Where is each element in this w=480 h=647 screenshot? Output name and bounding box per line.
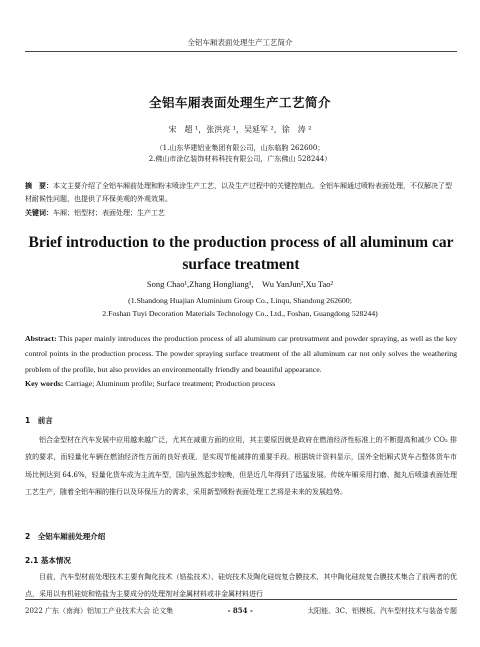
en-keywords-label: Key words:	[25, 379, 64, 388]
en-title: Brief introduction to the production process of all aluminum car surface treatment	[28, 234, 454, 273]
cn-authors: 宋 超 ¹，张洪亮 ¹，吴延军 ²，徐 涛 ²	[168, 125, 312, 134]
header-rule	[25, 51, 457, 52]
cn-affiliation-2: 2.佛山市涂亿装饰材料科技有限公司，广东佛山 528244）	[148, 155, 332, 163]
footer-proceedings: 2022 广东（南海）铝加工产业技术大会 论文集	[25, 607, 174, 615]
cn-title: 全铝车厢表面处理生产工艺简介	[148, 95, 331, 110]
page-number: - 854 -	[227, 606, 253, 615]
running-header: 全铝车厢表面处理生产工艺简介	[187, 38, 293, 47]
section-2-1-body	[25, 569, 457, 599]
section-1-body	[25, 432, 457, 501]
cn-keywords-text: 车厢；铝型材；表面处理；生产工艺	[53, 209, 165, 217]
section-1-paragraph: 铝合金型材在汽车发展中应用越来越广泛，尤其在减重方面的应用，其主要原因就是政府在燃油经济性标准上的不断提高和减少 CO₂ 排放的要求，而轻量化车辆在燃油经济性方面的良好表现，是实现节能减排的重要手段。根据统计资料显示，国外全铝厢式货车占整体货车市场比例达到 64.6%，轻量化货车成为主流车型，国内虽然起步较晚，但是近几年得到了迅猛发展。传统车厢采用打磨、抛丸后喷漆表面处理工艺生产，随着全铝车厢的推行以及环保压力的需求，采用新型喷粉表面处理工艺将是未来的发展趋势。	[25, 436, 457, 496]
en-keywords	[25, 379, 457, 388]
cn-affiliation-1: （1.山东华建铝业集团有限公司，山东临朐 262600；	[155, 144, 325, 152]
en-affiliation-1: (1.Shandong Huajian Aluminium Group Co., Linqu, Shandong 262600;	[128, 296, 352, 305]
en-abstract-label: Abstract:	[25, 334, 57, 343]
en-abstract	[25, 331, 457, 377]
footer-topic: 太阳能、3C、铝模板、汽车型材技术与装备专题	[307, 607, 457, 615]
cn-abstract	[25, 179, 457, 206]
section-2-heading: 2 全铝车厢前处理介绍	[25, 532, 106, 541]
cn-keywords	[25, 208, 457, 218]
section-2-1-heading: 2.1 基本情况	[25, 556, 71, 565]
page-footer	[25, 606, 457, 616]
section-1-heading: 1 前言	[25, 416, 53, 425]
en-authors: Song Chao¹,Zhang Hongliang¹, Wu YanJun²,Xu Tao²	[146, 279, 334, 289]
cn-abstract-text: 本文主要介绍了全铝车厢前处理和粉末喷涂生产工艺，以及生产过程中的关键控制点。全铝车厢通过喷粉表面处理，不仅解决了型材耐候性问题，也提供了环保美观的外观效果。	[25, 182, 452, 203]
en-affiliation-2: 2.Foshan Tuyi Decoration Materials Technology Co., Ltd., Foshan, Guangdong 528244)	[102, 309, 378, 318]
cn-keywords-label: 关键词：	[25, 208, 53, 217]
section-2-1-paragraph: 目前，汽车型材前处理技术主要有陶化技术（锆盐技术）、硅烷技术及陶化硅烷复合膜技术，其中陶化硅烷复合膜技术集合了前两者的优点，采用以有机硅烷和锆盐为主要成分的处理剂对金属材料或非金属材料进行	[25, 573, 457, 599]
en-abstract-text: This paper mainly introduces the production process of all aluminum car pretreatment and powder spraying, as well as the key control points in the production process. The powder spraying surface treatment of the all aluminum car not only solves the weathering problem of the profile, but also provides an environmentally friendly and beautiful appearance.	[25, 334, 457, 374]
cn-abstract-label: 摘 要：	[25, 181, 53, 190]
en-keywords-text: Carriage; Aluminum profile; Surface treatment; Production process	[65, 379, 276, 388]
footer-rule	[25, 599, 457, 600]
